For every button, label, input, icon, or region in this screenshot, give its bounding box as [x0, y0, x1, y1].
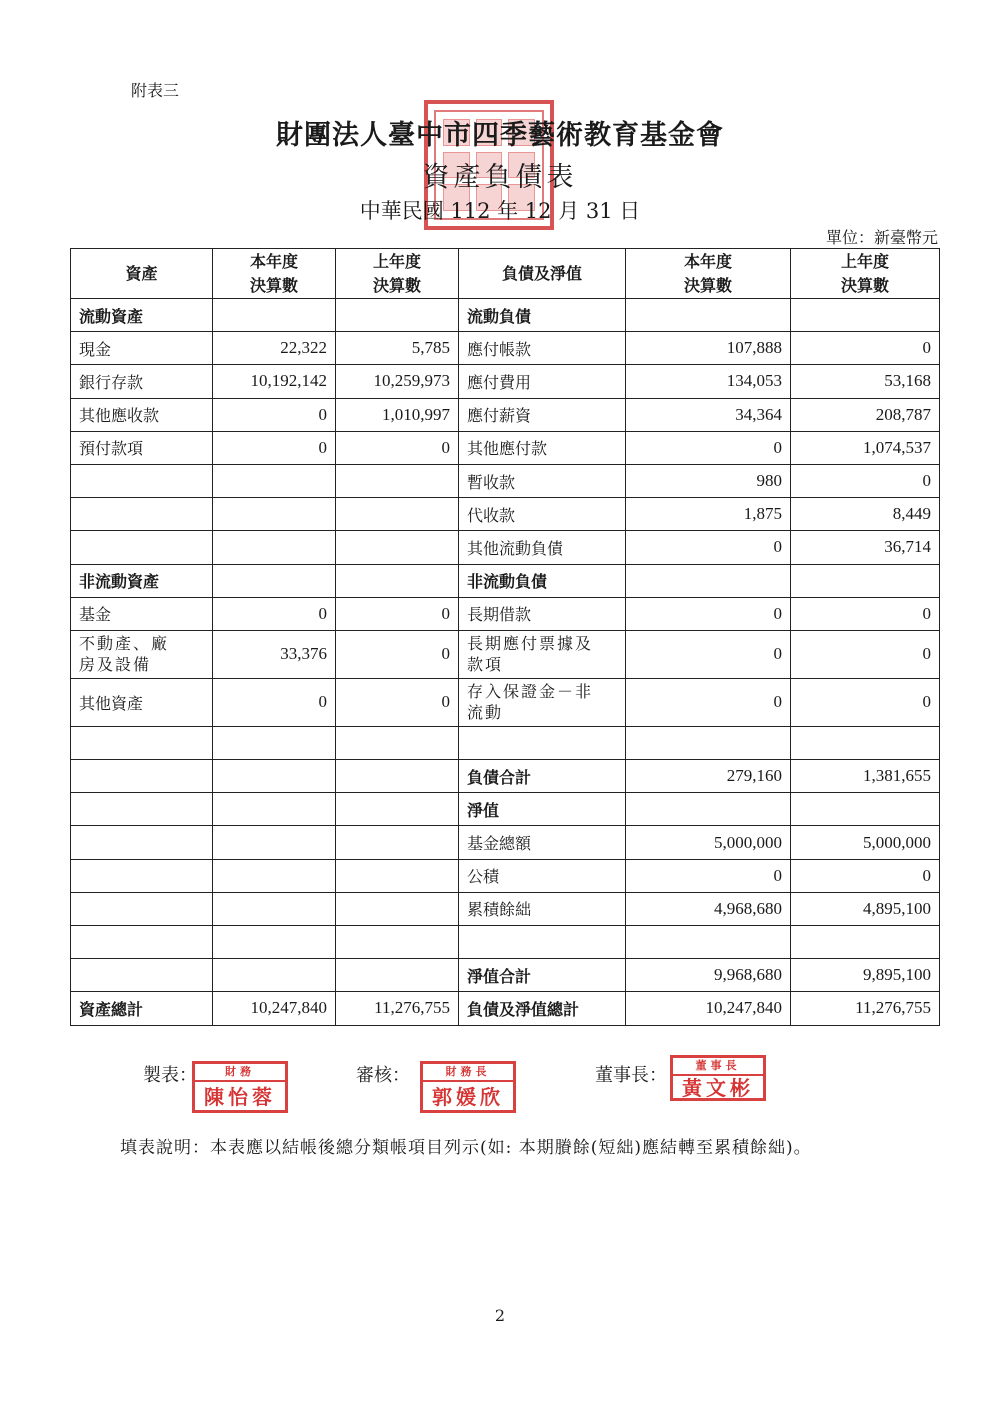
table-row [71, 597, 940, 630]
liability-previous: 0 [791, 859, 940, 892]
header-liability-current: 本年度 決算數 [626, 249, 791, 299]
asset-label: 基金 [71, 597, 213, 630]
asset-label: 不動產、廠 房及設備 [71, 630, 213, 678]
table-row [71, 959, 940, 992]
liability-current: 1,875 [626, 498, 791, 531]
liability-previous: 53,168 [791, 365, 940, 398]
asset-current [213, 793, 336, 826]
asset-label [71, 760, 213, 793]
liability-current: 0 [626, 531, 791, 564]
liability-current [626, 564, 791, 597]
table-row [71, 859, 940, 892]
table-row [71, 992, 940, 1025]
asset-label: 現金 [71, 332, 213, 365]
liability-previous [791, 793, 940, 826]
asset-current: 33,376 [213, 630, 336, 678]
liability-current: 0 [626, 859, 791, 892]
liability-previous: 8,449 [791, 498, 940, 531]
preparer-label: 製表： [143, 1065, 197, 1086]
form-note: 填表說明：本表應以結帳後總分類帳項目列示(如: 本期賸餘(短絀)應結轉至累積餘絀)。 [120, 1138, 812, 1158]
table-row [71, 332, 940, 365]
currency-unit: 單位：新臺幣元 [825, 228, 938, 247]
asset-previous [336, 859, 459, 892]
asset-current [213, 760, 336, 793]
liability-current: 134,053 [626, 365, 791, 398]
asset-current [213, 959, 336, 992]
asset-current [213, 498, 336, 531]
liability-previous [791, 299, 940, 332]
table-row [71, 926, 940, 959]
asset-current [213, 564, 336, 597]
liability-label: 基金總額 [459, 826, 626, 859]
asset-previous: 0 [336, 630, 459, 678]
asset-label [71, 726, 213, 759]
liability-label: 代收款 [459, 498, 626, 531]
asset-current: 0 [213, 398, 336, 431]
liability-current: 980 [626, 464, 791, 497]
liability-label: 累積餘絀 [459, 892, 626, 925]
asset-previous: 10,259,973 [336, 365, 459, 398]
asset-label [71, 959, 213, 992]
asset-label [71, 498, 213, 531]
liability-current [626, 299, 791, 332]
asset-label [71, 926, 213, 959]
table-row [71, 398, 940, 431]
asset-label [71, 859, 213, 892]
liability-previous: 0 [791, 464, 940, 497]
asset-previous: 5,785 [336, 332, 459, 365]
asset-current: 0 [213, 431, 336, 464]
liability-label: 應付費用 [459, 365, 626, 398]
asset-label [71, 826, 213, 859]
liability-label [459, 726, 626, 759]
asset-previous [336, 299, 459, 332]
table-row [71, 299, 940, 332]
asset-current [213, 464, 336, 497]
table-header-row [71, 249, 940, 299]
liability-current: 34,364 [626, 398, 791, 431]
asset-previous [336, 892, 459, 925]
table-row [71, 431, 940, 464]
header-asset-previous: 上年度 決算數 [336, 249, 459, 299]
liability-label: 流動負債 [459, 299, 626, 332]
liability-previous [791, 726, 940, 759]
asset-current: 10,247,840 [213, 992, 336, 1025]
liability-current: 0 [626, 597, 791, 630]
asset-previous [336, 564, 459, 597]
table-row [71, 726, 940, 759]
liability-label: 公積 [459, 859, 626, 892]
liability-current: 4,968,680 [626, 892, 791, 925]
asset-label [71, 793, 213, 826]
liability-current: 9,968,680 [626, 959, 791, 992]
asset-label: 其他應收款 [71, 398, 213, 431]
liability-previous: 9,895,100 [791, 959, 940, 992]
liability-label: 應付帳款 [459, 332, 626, 365]
asset-current [213, 926, 336, 959]
signature-area [0, 1055, 1000, 1115]
liability-previous: 0 [791, 332, 940, 365]
liability-previous: 0 [791, 630, 940, 678]
liability-current [626, 726, 791, 759]
table-row [71, 892, 940, 925]
liability-current: 279,160 [626, 760, 791, 793]
net-worth-total-label: 淨值合計 [459, 959, 626, 992]
asset-previous: 1,010,997 [336, 398, 459, 431]
liability-label: 非流動負債 [459, 564, 626, 597]
table-row [71, 365, 940, 398]
asset-current [213, 531, 336, 564]
liability-label [459, 926, 626, 959]
asset-label: 預付款項 [71, 431, 213, 464]
table-row [71, 760, 940, 793]
asset-previous [336, 498, 459, 531]
liability-current: 10,247,840 [626, 992, 791, 1025]
asset-label [71, 464, 213, 497]
liability-label: 淨值 [459, 793, 626, 826]
reviewer-stamp: 財務長 郭媛欣 [420, 1061, 516, 1113]
header-liability: 負債及淨值 [459, 249, 626, 299]
liability-label: 其他流動負債 [459, 531, 626, 564]
asset-label: 銀行存款 [71, 365, 213, 398]
asset-current [213, 892, 336, 925]
liability-current [626, 793, 791, 826]
asset-label: 非流動資產 [71, 564, 213, 597]
asset-previous: 11,276,755 [336, 992, 459, 1025]
asset-current [213, 726, 336, 759]
table-row [71, 826, 940, 859]
liability-label: 長期應付票據及 款項 [459, 630, 626, 678]
liability-label: 長期借款 [459, 597, 626, 630]
asset-current: 10,192,142 [213, 365, 336, 398]
liability-current: 0 [626, 678, 791, 726]
asset-current [213, 826, 336, 859]
asset-current: 0 [213, 678, 336, 726]
liability-previous [791, 564, 940, 597]
asset-previous [336, 531, 459, 564]
liability-label: 應付薪資 [459, 398, 626, 431]
liability-networth-total-label: 負債及淨值總計 [459, 992, 626, 1025]
header-liability-previous: 上年度 決算數 [791, 249, 940, 299]
liability-previous: 1,381,655 [791, 760, 940, 793]
liability-previous: 1,074,537 [791, 431, 940, 464]
asset-previous [336, 760, 459, 793]
balance-sheet-table [70, 248, 940, 1026]
liability-previous [791, 926, 940, 959]
asset-previous: 0 [336, 678, 459, 726]
asset-current [213, 859, 336, 892]
report-date: 中華民國 112 年 12 月 31 日 [359, 199, 641, 223]
page-number: 2 [494, 1306, 506, 1325]
liability-previous: 11,276,755 [791, 992, 940, 1025]
document-title: 財團法人臺中市四季藝術教育基金會 [276, 120, 724, 151]
liability-previous: 208,787 [791, 398, 940, 431]
table-row [71, 793, 940, 826]
table-row [71, 678, 940, 726]
liability-current: 107,888 [626, 332, 791, 365]
asset-current: 0 [213, 597, 336, 630]
liability-current: 5,000,000 [626, 826, 791, 859]
asset-previous [336, 726, 459, 759]
asset-previous [336, 926, 459, 959]
liability-total-label: 負債合計 [459, 760, 626, 793]
liability-previous: 4,895,100 [791, 892, 940, 925]
asset-label: 流動資產 [71, 299, 213, 332]
liability-current [626, 926, 791, 959]
liability-previous: 36,714 [791, 531, 940, 564]
header-asset: 資產 [71, 249, 213, 299]
liability-current: 0 [626, 431, 791, 464]
chairman-label: 董事長： [595, 1065, 667, 1086]
asset-current [213, 299, 336, 332]
appendix-label: 附表三 [131, 81, 180, 100]
liability-label: 存入保證金－非 流動 [459, 678, 626, 726]
liability-previous: 5,000,000 [791, 826, 940, 859]
table-row [71, 498, 940, 531]
liability-label: 其他應付款 [459, 431, 626, 464]
asset-previous [336, 793, 459, 826]
liability-previous: 0 [791, 597, 940, 630]
asset-previous: 0 [336, 431, 459, 464]
table-row [71, 630, 940, 678]
chairman-stamp: 董事長 黃文彬 [670, 1055, 766, 1101]
header-asset-current: 本年度 決算數 [213, 249, 336, 299]
asset-total-label: 資產總計 [71, 992, 213, 1025]
asset-label [71, 531, 213, 564]
table-row [71, 464, 940, 497]
table-row [71, 531, 940, 564]
document-subtitle: 資產負債表 [422, 162, 578, 193]
liability-label: 暫收款 [459, 464, 626, 497]
table-row [71, 564, 940, 597]
liability-previous: 0 [791, 678, 940, 726]
asset-previous: 0 [336, 597, 459, 630]
preparer-stamp: 財務 陳怡蓉 [192, 1061, 288, 1113]
asset-current: 22,322 [213, 332, 336, 365]
reviewer-label: 審核： [356, 1065, 410, 1086]
asset-label: 其他資產 [71, 678, 213, 726]
asset-previous [336, 826, 459, 859]
asset-previous [336, 959, 459, 992]
liability-current: 0 [626, 630, 791, 678]
asset-previous [336, 464, 459, 497]
asset-label [71, 892, 213, 925]
